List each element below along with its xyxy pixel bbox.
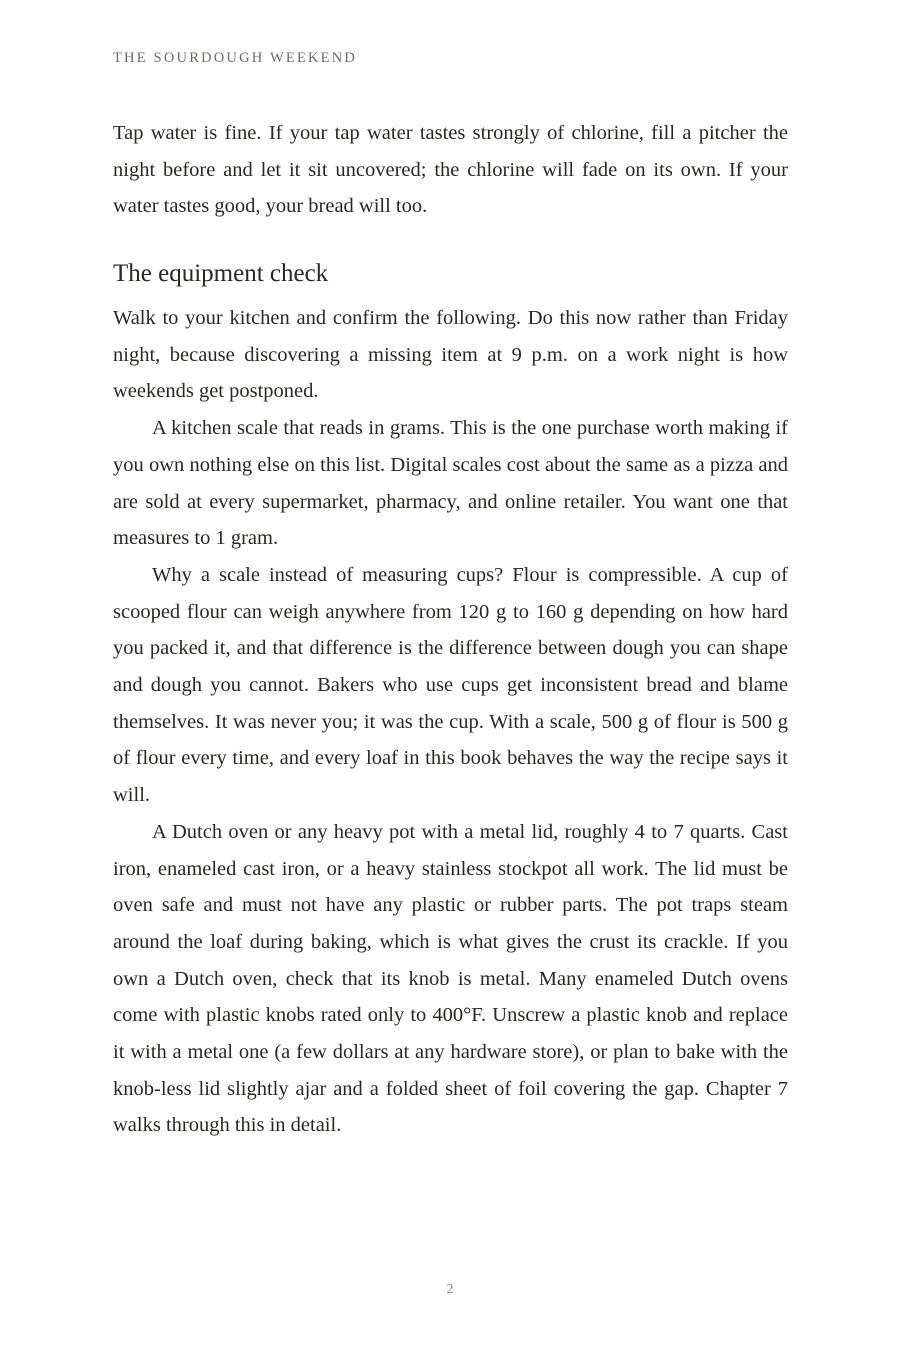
page-number: 2 xyxy=(446,1282,454,1297)
intro-paragraph: Tap water is fine. If your tap water tastes strongly of chlorine, fill a pitcher the night before and let it sit uncovered; the chlorine will fade on its own. If your water tastes good, your bread will too. xyxy=(113,122,788,218)
intro-block xyxy=(113,115,788,225)
section-heading: The equipment check xyxy=(113,260,329,287)
body-paragraph: Why a scale instead of measuring cups? Flour is compressible. A cup of scooped flour can weigh anywhere from 120 g to 160 g depending on how hard you packed it, and that difference is the difference between dough you can shape and dough you cannot. Bakers who use cups get inconsistent bread and blame themselves. It was never you; it was the cup. With a scale, 500 g of flour is 500 g of flour every time, and every loaf in this book behaves the way the recipe says it will. xyxy=(113,563,788,807)
running-head: THE SOURDOUGH WEEKEND xyxy=(113,50,358,66)
section-body xyxy=(113,300,788,1144)
body-paragraph: Walk to your kitchen and confirm the following. Do this now rather than Friday night, because discovering a missing item at 9 p.m. on a work night is how weekends get postponed. xyxy=(113,307,788,403)
body-paragraph: A Dutch oven or any heavy pot with a metal lid, roughly 4 to 7 quarts. Cast iron, enameled cast iron, or a heavy stainless stockpot all work. The lid must be oven safe and must not have any plastic or rubber parts. The pot traps steam around the loaf during baking, which is what gives the crust its crackle. If you own a Dutch oven, check that its knob is metal. Many enameled Dutch ovens come with plastic knobs rated only to 400°F. Unscrew a plastic knob and replace it with a metal one (a few dollars at any hardware store), or plan to bake with the knob-less lid slightly ajar and a folded sheet of foil covering the gap. Chapter 7 walks through this in detail. xyxy=(113,820,788,1137)
body-paragraph: A kitchen scale that reads in grams. This is the one purchase worth making if you own nothing else on this list. Digital scales cost about the same as a pizza and are sold at every supermarket, pharmacy, and online retailer. You want one that measures to 1 gram. xyxy=(113,417,788,550)
